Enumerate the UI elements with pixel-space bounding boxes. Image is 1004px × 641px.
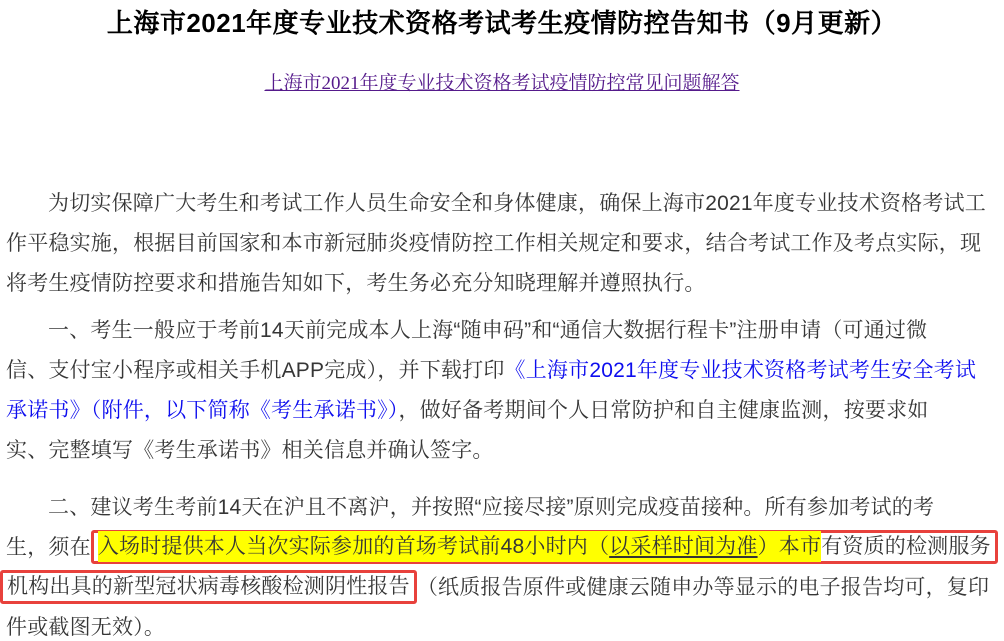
- paragraph-item2: [6, 488, 998, 641]
- text-line: [6, 568, 998, 608]
- intro-line2-text: 作平稳实施，根据目前国家和本市新冠肺炎疫情防控工作相关规定和要求，结合考试工作及考点实际，现: [6, 232, 982, 255]
- highlighted-text: 入场时提供本人当次实际参加的首场考试前48小时内（: [98, 531, 609, 562]
- faq-link[interactable]: 上海市2021年度专业技术资格考试疫情防控常见问题解答: [264, 73, 740, 94]
- item1-line2-text: 信、支付宝小程序或相关手机APP完成），并下载打印: [6, 359, 505, 382]
- boxed-plain-text: 有资质的检测服务: [821, 534, 991, 558]
- text-line: [6, 431, 998, 471]
- highlighted-underlined-text: 以采样时间为准: [609, 531, 757, 562]
- text-line: [6, 224, 998, 264]
- intro-line1-text: 为切实保障广大考生和考试工作人员生命安全和身体健康，确保上海市2021年度专业技术资格考试工: [48, 192, 986, 215]
- boxed-plain-text: 机构出具的新型冠状病毒核酸检测阴性报告: [7, 574, 410, 598]
- emphasis-box-1: [91, 530, 998, 564]
- faq-link-row: [6, 72, 998, 97]
- item2-line1-text: 二、建议考生考前14天在沪且不离沪，并按照“应接尽接”原则完成疫苗接种。所有参加考试的考: [48, 496, 935, 519]
- text-line: [6, 528, 998, 568]
- item2-line3-rest-text: （纸质报告原件或健康云随申办等显示的电子报告均可，复印: [416, 576, 990, 599]
- text-line: [6, 391, 998, 431]
- item2-line4-text: 件或截图无效）。: [6, 616, 166, 639]
- text-line: [6, 264, 998, 304]
- emphasis-box-2: [0, 570, 417, 604]
- text-line: [6, 184, 998, 224]
- page-title: 上海市2021年度专业技术资格考试考生疫情防控告知书（9月更新）: [106, 8, 898, 38]
- text-line: [6, 488, 998, 528]
- commitment-letter-link[interactable]: 《上海市2021年度专业技术资格考试考生安全考试: [504, 359, 977, 382]
- text-line: [6, 311, 998, 351]
- item1-line1-text: 一、考生一般应于考前14天前完成本人上海“随申码”和“通信大数据行程卡”注册申请（可通过微: [48, 319, 928, 342]
- highlighted-text: ）本市: [758, 531, 822, 562]
- item1-line3-text: ，做好备考期间个人日常防护和自主健康监测，按要求如: [398, 399, 929, 422]
- item2-line2-prefix-text: 生，须在: [6, 536, 91, 559]
- intro-line3-text: 将考生疫情防控要求和措施告知如下，考生务必充分知晓理解并遵照执行。: [6, 272, 706, 295]
- text-line: [6, 351, 998, 391]
- item1-line4-text: 实、完整填写《考生承诺书》相关信息并确认签字。: [6, 439, 494, 462]
- commitment-letter-link-continued[interactable]: 承诺书》（附件，以下简称《考生承诺书》）: [6, 399, 399, 422]
- paragraph-intro: [6, 184, 998, 304]
- paragraph-item1: [6, 311, 998, 471]
- text-line: [6, 608, 998, 641]
